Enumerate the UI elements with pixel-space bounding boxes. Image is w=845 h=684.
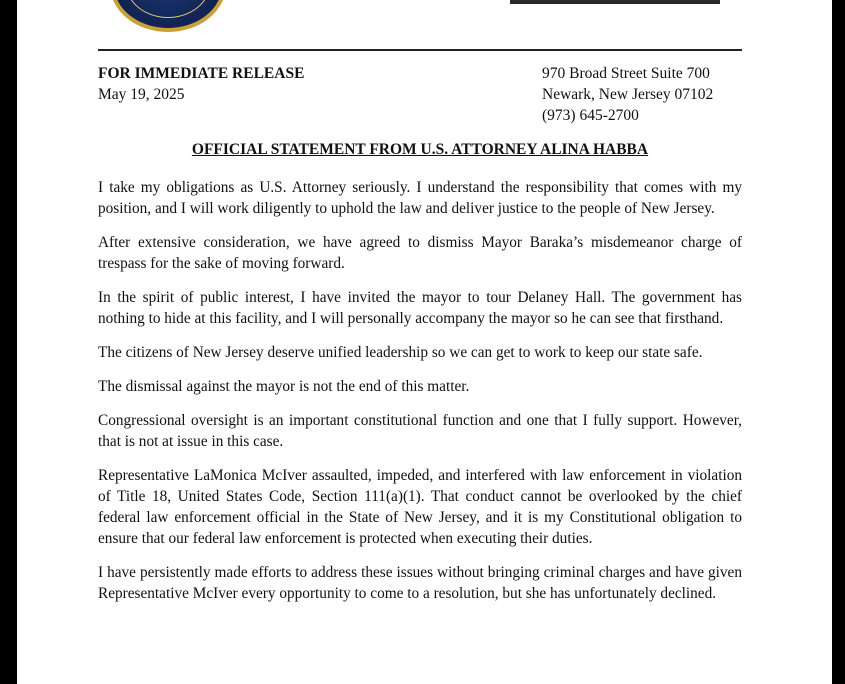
statement-body bbox=[98, 177, 742, 617]
left-border bbox=[0, 0, 17, 684]
header-divider bbox=[98, 49, 742, 51]
phone-number: (973) 645-2700 bbox=[542, 107, 639, 124]
release-date: May 19, 2025 bbox=[98, 86, 185, 103]
paragraph: I have persistently made efforts to address these issues without bringing criminal charges and have given Representative McIver every opportunity to come to a resolution, but she has unfortunately declined. bbox=[98, 564, 742, 602]
release-label: FOR IMMEDIATE RELEASE bbox=[98, 65, 305, 82]
paragraph: Congressional oversight is an important constitutional function and one that I fully support. However, that is not at issue in this case. bbox=[98, 412, 742, 450]
address-line-1: 970 Broad Street Suite 700 bbox=[542, 65, 710, 82]
paragraph: The dismissal against the mayor is not the end of this matter. bbox=[98, 378, 470, 395]
address-line-2: Newark, New Jersey 07102 bbox=[542, 86, 714, 103]
address-block bbox=[542, 63, 713, 126]
department-seal-icon bbox=[110, 0, 226, 32]
right-border bbox=[832, 0, 845, 684]
paragraph: After extensive consideration, we have agreed to dismiss Mayor Baraka’s misdemeanor charge of trespass for the sake of moving forward. bbox=[98, 234, 742, 272]
statement-title: OFFICIAL STATEMENT FROM U.S. ATTORNEY ALINA HABBA bbox=[191, 141, 649, 158]
letterhead-fragment bbox=[510, 0, 720, 4]
paragraph: In the spirit of public interest, I have invited the mayor to tour Delaney Hall. The government has nothing to hide at this facility, and I will personally accompany the mayor so he can see that firsthand. bbox=[98, 289, 742, 327]
paragraph: The citizens of New Jersey deserve unified leadership so we can get to work to keep our state safe. bbox=[98, 344, 703, 361]
paragraph: I take my obligations as U.S. Attorney seriously. I understand the responsibility that comes with my position, and I will work diligently to uphold the law and deliver justice to the people of New Jersey. bbox=[98, 179, 742, 217]
release-block bbox=[98, 63, 304, 105]
paragraph: Representative LaMonica McIver assaulted, impeded, and interfered with law enforcement in violation of Title 18, United States Code, Section 111(a)(1). That conduct cannot be overlooked by the chief federal law enforcement official in the State of New Jersey, and it is my Constitutional obligation to ensure that our federal law enforcement is protected when executing their duties. bbox=[98, 467, 742, 547]
